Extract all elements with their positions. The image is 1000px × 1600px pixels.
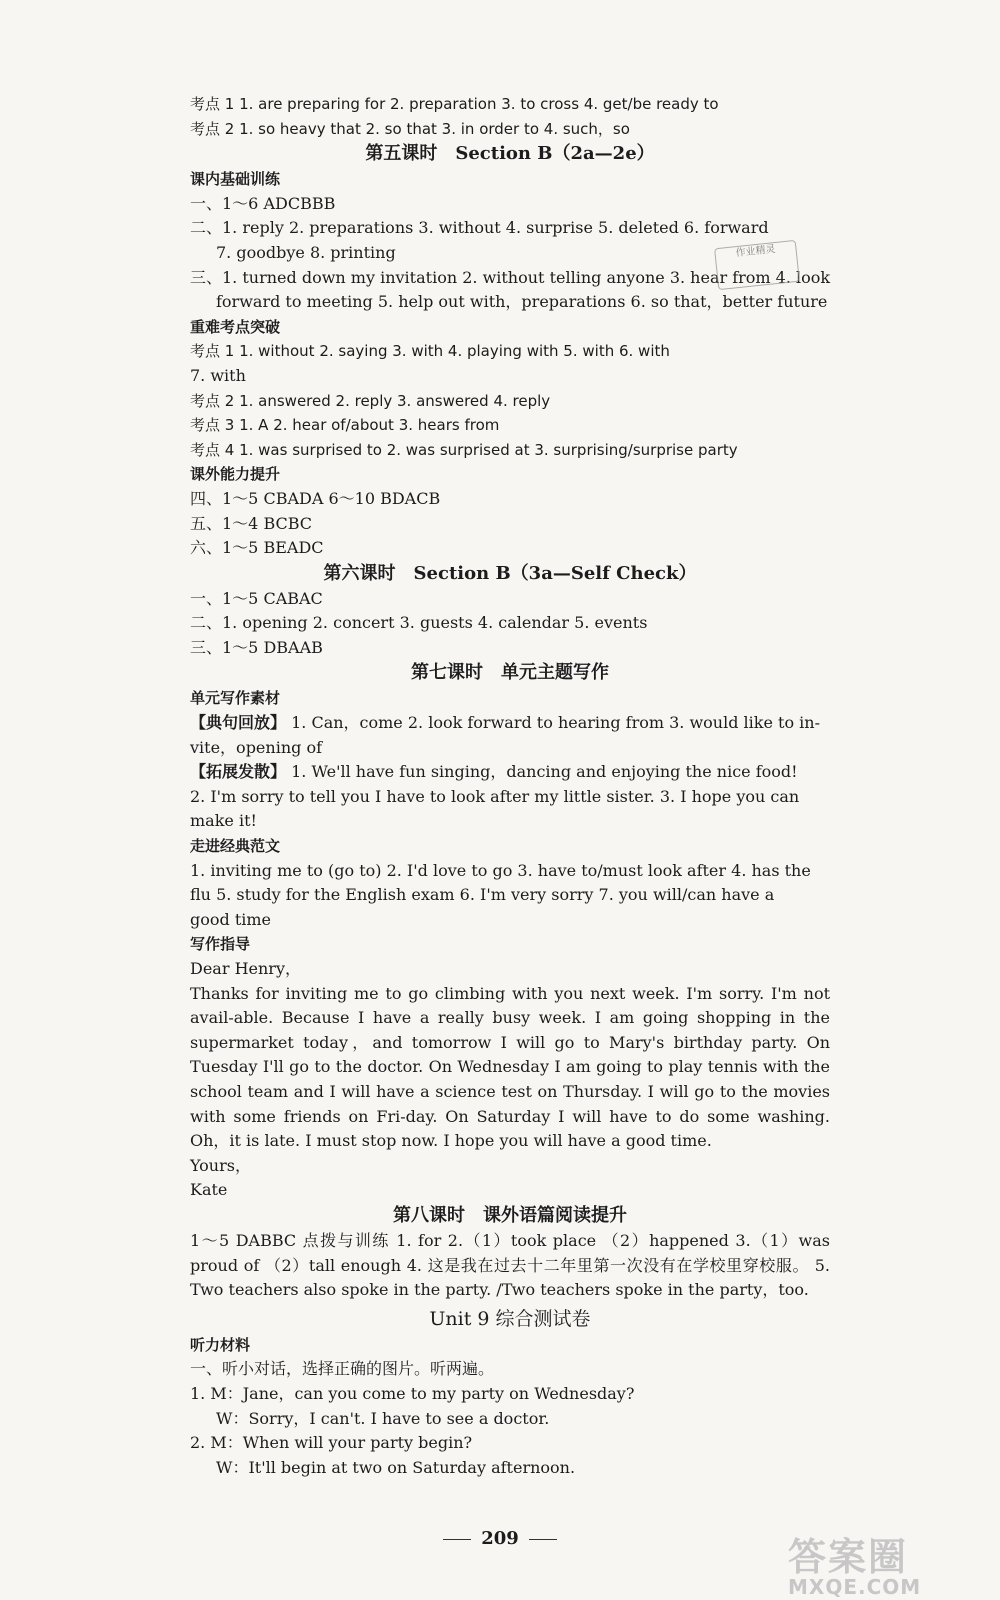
- text-line: 2. I'm sorry to tell you I have to look after my little sister. 3. I hope you can: [190, 786, 800, 806]
- text-line: 三、1. turned down my invitation 2. without telling anyone 3. hear from 4. look: [190, 267, 831, 287]
- text-line: 一、听小对话，选择正确的图片。听两遍。: [190, 1359, 495, 1379]
- letter-greeting: Dear Henry，: [190, 959, 301, 978]
- text-line: 1. inviting me to (go to) 2. I'd love to go 3. have to/must look after 4. has the: [190, 860, 811, 880]
- watermark-text: 答案圈: [788, 1535, 909, 1579]
- reading-answers: 1～5 DABBC 点拨与训练 1. for 2.（1）took place （2）happened 3.（1）was proud of （2）tall enough 4. 这是我在过去十二年里第一次没有在学校里穿校服。 5. Two teachers also spoke in the party. /Two teachers spoke in the party，too.: [190, 1230, 830, 1300]
- text-span: 1. We'll have fun singing，dancing and enjoying the nice food!: [286, 762, 798, 782]
- bracket-tag: 【拓展发散】: [190, 762, 287, 782]
- text-line: 四、1～5 CBADA 6～10 BDACB: [190, 488, 441, 508]
- text-line: 7. with: [190, 365, 246, 385]
- text-span: 1. Can，come 2. look forward to hearing from 3. would like to in-: [286, 713, 820, 733]
- text-line: 一、1～5 CABAC: [190, 588, 323, 608]
- section-title-lesson: 第八课时: [393, 1204, 465, 1226]
- text-line: 考点 1 1. without 2. saying 3. with 4. playing with 5. with 6. with: [190, 342, 670, 361]
- subheading: 走进经典范文: [190, 837, 281, 856]
- watermark-logo: [788, 1526, 988, 1599]
- text-line: flu 5. study for the English exam 6. I'm very sorry 7. you will/can have a: [190, 885, 775, 905]
- text-line: W：Sorry，I can't. I have to see a doctor.: [216, 1408, 550, 1428]
- text-line: 六、1～5 BEADC: [190, 538, 324, 558]
- text-line: 二、1. opening 2. concert 3. guests 4. calendar 5. events: [190, 613, 648, 633]
- subheading: 重难考点突破: [190, 317, 281, 336]
- section-title: [190, 1203, 830, 1229]
- section-title-lesson: 第五课时: [365, 143, 438, 165]
- letter-body: Thanks for inviting me to go climbing with you next week. I'm sorry. I'm not avail-able. Because I have a really busy week. I am going shopping in the supermarket today，and tomorrow I will go to Mary's birthday party. On Tuesday I'll go to the doctor. On Wednesday I am going to play tennis with the school team and I will have a science test on Thursday. I will go to the movies with some friends on Fri-day. On Saturday I will have to do some washing. Oh，it is late. I must stop now. I hope you will have a good time.: [190, 983, 830, 1151]
- subheading: 写作指导: [190, 935, 251, 954]
- dash-left: [443, 1539, 471, 1540]
- page-number-value: 209: [481, 1528, 519, 1549]
- text-line: make it!: [190, 811, 257, 831]
- dash-right: [529, 1539, 557, 1540]
- watermark-url: MXQE.COM: [788, 1575, 922, 1599]
- section-title: [190, 660, 830, 686]
- section-title-lesson: 第七课时: [411, 662, 483, 684]
- text-line: 考点 3 1. A 2. hear of/about 3. hears from: [190, 416, 500, 435]
- subheading: 课外能力提升: [190, 465, 281, 484]
- text-line: [190, 711, 830, 736]
- text-line: 考点 4 1. was surprised to 2. was surprised at 3. surprising/surprise party: [190, 440, 738, 459]
- text-line: W：It'll begin at two on Saturday afternoon.: [216, 1457, 576, 1477]
- text-line: 二、1. reply 2. preparations 3. without 4. surprise 5. deleted 6. forward: [190, 218, 769, 238]
- text-line: 五、1～4 BCBC: [190, 513, 313, 533]
- section-title-name: 课外语篇阅读提升: [483, 1204, 627, 1226]
- text-line: 考点 2 1. so heavy that 2. so that 3. in order to 4. such，so: [190, 119, 630, 138]
- stamp-text: 作业精灵: [735, 244, 777, 260]
- section-title-lesson: 第六课时: [323, 562, 396, 584]
- section-title-name: Section B（3a—Self Check）: [413, 562, 697, 584]
- text-line: good time: [190, 909, 272, 929]
- letter-closing: Yours，: [190, 1155, 251, 1175]
- text-line: 1. M：Jane，can you come to my party on Wednesday?: [190, 1383, 635, 1403]
- text-line: vite，opening of: [190, 737, 323, 757]
- section-title: [190, 141, 830, 167]
- stamp-image: [714, 240, 800, 290]
- subheading: 课内基础训练: [190, 170, 281, 189]
- letter-signature: Kate: [190, 1180, 228, 1200]
- answer-page: [190, 92, 830, 1480]
- text-line: 考点 2 1. answered 2. reply 3. answered 4. reply: [190, 391, 551, 410]
- bracket-tag: 【典句回放】: [190, 713, 287, 733]
- unit-title: Unit 9 综合测试卷: [429, 1307, 591, 1330]
- section-title-name: Section B（2a—2e）: [455, 143, 655, 165]
- text-line: 7. goodbye 8. printing: [216, 242, 396, 262]
- section-title-name: 单元主题写作: [501, 662, 609, 684]
- section-title: [190, 561, 830, 587]
- text-line: forward to meeting 5. help out with，preparations 6. so that，better future: [216, 292, 828, 312]
- text-line: 2. M：When will your party begin?: [190, 1433, 473, 1453]
- text-line: 三、1～5 DBAAB: [190, 637, 323, 657]
- text-line: [190, 760, 830, 785]
- text-line: 考点 1 1. are preparing for 2. preparation 3. to cross 4. get/be ready to: [190, 95, 719, 113]
- subheading: 单元写作素材: [190, 689, 281, 708]
- subheading: 听力材料: [190, 1335, 251, 1354]
- text-line: 一、1～6 ADCBBB: [190, 193, 336, 213]
